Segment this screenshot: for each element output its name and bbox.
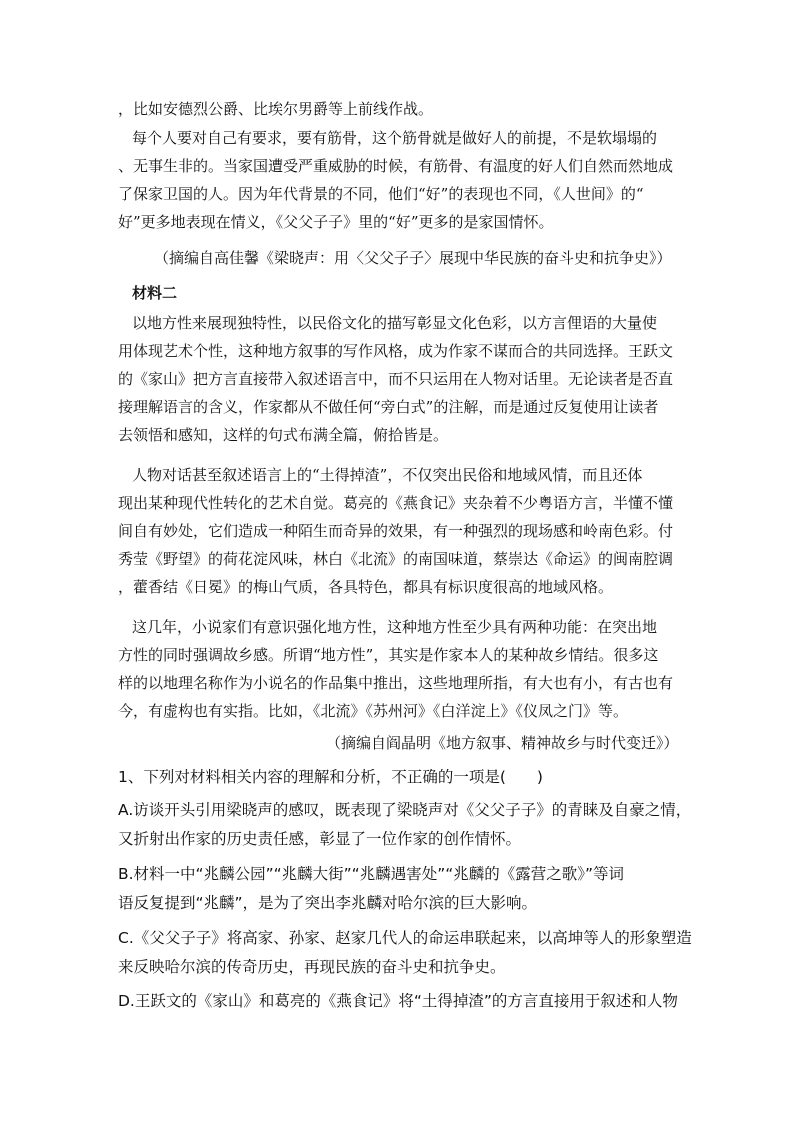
source-citation: （摘编自高佳馨《梁晓声：用〈父父子子〉展现中华民族的奋斗史和抗争史》） — [154, 249, 672, 267]
option-a-cont: 又折射出作家的历史责任感，彰显了一位作家的创作情怀。 — [118, 830, 522, 848]
text-line: 今，有虚构也有实指。比如，《北流》《苏州河》《白洋淀上》《仪凤之门》等。 — [118, 702, 629, 720]
text-line: 的《家山》把方言直接带入叙述语言中，而不只运用在人物对话里。无论读者是否直 — [118, 370, 674, 388]
text-line: 以地方性来展现独特性，以民俗文化的描写彰显文化色彩，以方言俚语的大量使 — [132, 314, 658, 332]
text-line: 去领悟和感知，这样的句式布满全篇，俯拾皆是。 — [118, 426, 449, 444]
option-d: D.王跃文的《家山》和葛亮的《燕食记》将“土得掉渣”的方言直接用于叙述和人物 — [118, 992, 678, 1010]
text-line: 样的以地理名称作为小说名的作品集中推出，这些地理所指，有大也有小，有古也有 — [118, 674, 674, 692]
text-line: 间自有妙处，它们造成一种陌生而奇异的效果，有一种强烈的现场感和岭南色彩。付 — [118, 522, 674, 540]
text-line: 秀莹《野望》的荷花淀风味，林白《北流》的南国味道，蔡崇达《命运》的闽南腔调 — [118, 550, 674, 568]
text-line: 用体现艺术个性，这种地方叙事的写作风格，成为作家不谋而合的共同选择。王跃文 — [118, 342, 674, 360]
option-c: C.《父父子子》将高家、孙家、赵家几代人的命运串联起来，以高坤等人的形象塑造 — [118, 929, 692, 947]
option-b-cont: 语反复提到“兆麟”，是为了突出李兆麟对哈尔滨的巨大影响。 — [118, 894, 538, 912]
option-b: B.材料一中“兆麟公园”“兆麟大街”“兆麟遇害处”“兆麟的《露营之歌》”等词 — [118, 865, 625, 883]
text-line: 方性的同时强调故乡感。所谓“地方性”，其实是作家本人的某种故乡情结。很多这 — [118, 646, 659, 664]
text-line: 每个人要对自己有要求，要有筋骨，这个筋骨就是做好人的前提，不是软塌塌的 — [132, 129, 658, 147]
section-heading: 材料二 — [132, 284, 178, 302]
text-line: 人物对话甚至叙述语言上的“土得掉渣”，不仅突出民俗和地域风情，而且还体 — [132, 466, 643, 484]
text-line: ，比如安德烈公爵、比埃尔男爵等上前线作战。 — [118, 100, 434, 118]
option-a: A.访谈开头引用梁晓声的感叹，既表现了梁晓声对《父父子子》的青睐及自豪之情， — [118, 801, 692, 819]
text-line: 好”更多地表现在情义，《父父子子》里的“好”更多的是家国情怀。 — [118, 213, 554, 231]
source-citation: （摘编自阎晶明《地方叙事、精神故乡与时代变迁》） — [326, 734, 679, 752]
text-line: 了保家卫国的人。因为年代背景的不同，他们“好”的表现也不同，《人世间》的“ — [118, 185, 644, 203]
text-line: ，藿香结《日冕》的梅山气质，各具特色，都具有标识度很高的地域风格。 — [118, 578, 614, 596]
option-c-cont: 来反映哈尔滨的传奇历史，再现民族的奋斗史和抗争史。 — [118, 958, 506, 976]
text-line: 这几年，小说家们有意识强化地方性，这种地方性至少具有两种功能：在突出地 — [132, 618, 658, 636]
text-line: 、无事生非的。当家国遭受严重威胁的时候，有筋骨、有温度的好人们自然而然地成 — [118, 157, 674, 175]
question-stem: 1、下列对材料相关内容的理解和分析，不正确的一项是( ) — [118, 768, 543, 786]
text-line: 接理解语言的含义，作家都从不做任何“旁白式”的注解，而是通过反复使用让读者 — [118, 398, 659, 416]
text-line: 现出某种现代性转化的艺术自觉。葛亮的《燕食记》夹杂着不少粤语方言，半懂不懂 — [118, 494, 674, 512]
